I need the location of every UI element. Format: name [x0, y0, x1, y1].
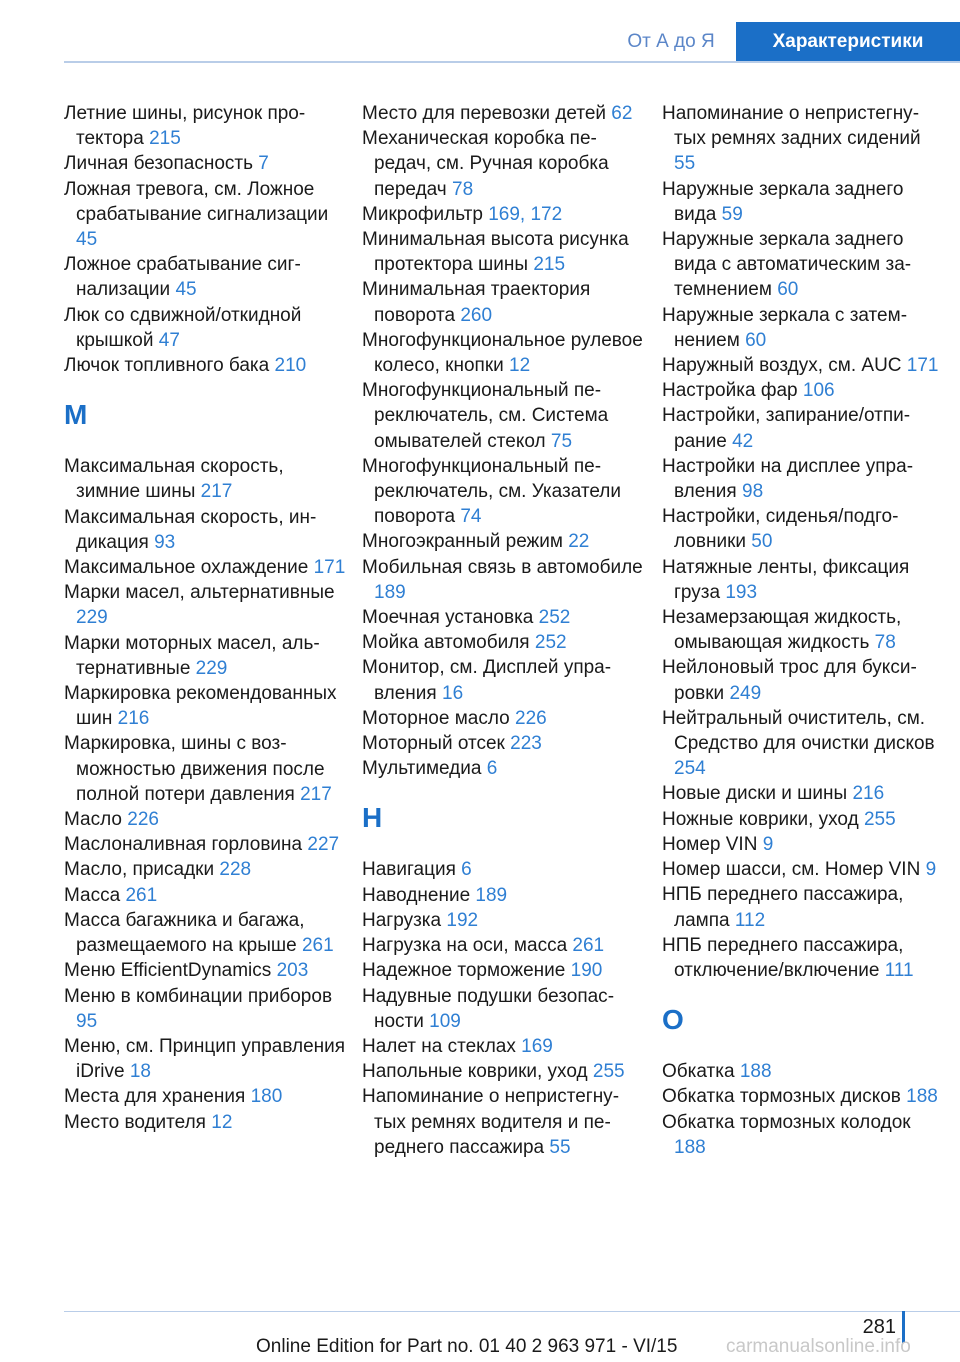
index-entry-page-link[interactable]: 169: [521, 1035, 553, 1057]
index-entry: [662, 857, 944, 882]
index-entry-page-link[interactable]: 252: [534, 632, 567, 654]
index-entry-page-link[interactable]: 249: [729, 682, 762, 704]
index-entry-term: Напольные коврики, уход: [362, 1061, 588, 1083]
index-entry: [64, 883, 346, 908]
index-entry-term: Настройки, сиденья/подголовники: [662, 506, 899, 553]
index-entry: [662, 933, 944, 983]
index-entry-term: Наружные зеркала заднего вида с автоматическим затемнением: [662, 229, 912, 301]
index-entry: [362, 529, 644, 554]
index-entry-term: Маркировка рекомендованных шин: [64, 683, 337, 730]
index-entry: [64, 984, 346, 1034]
index-entry-page-link[interactable]: 216: [117, 708, 150, 730]
index-entry: [362, 756, 644, 781]
index-entry: [362, 706, 644, 731]
index-entry-term: Максимальная скорость, индикация: [64, 506, 317, 553]
index-entry: [362, 908, 644, 933]
index-entry-term: НПБ переднего пассажира, лампа: [662, 884, 904, 931]
index-entry-term: Место для перевозки детей: [362, 103, 607, 124]
index-entry: [362, 454, 644, 530]
index-entry: [662, 101, 944, 177]
index-entry-page-link[interactable]: 45: [76, 229, 98, 251]
index-entry: [662, 807, 944, 832]
index-entry: [362, 126, 644, 202]
index-entry-page-link[interactable]: 228: [219, 859, 252, 881]
index-entry-term: Механическая коробка передач, см. Ручная коробка передач: [362, 128, 609, 200]
index-entry-page-link[interactable]: 189: [374, 581, 406, 603]
index-entry: [662, 655, 944, 705]
index-entry: [662, 1084, 944, 1109]
index-entry-page-link[interactable]: 229: [195, 657, 228, 679]
index-entry: [362, 883, 644, 908]
index-entry-term: Номер VIN: [662, 833, 758, 855]
index-entry-page-link[interactable]: 78: [452, 178, 474, 200]
edition-line: Online Edition for Part no. 01 40 2 963 971 - VI/15: [256, 1336, 678, 1357]
page-number: 281: [862, 1316, 896, 1338]
index-entry: [362, 605, 644, 630]
index-entry-term: Меню в комбинации приборов: [64, 985, 333, 1007]
index-entry-term: Нейлоновый трос для буксировки: [662, 657, 917, 704]
index-entry: [362, 1059, 644, 1084]
index-entry: [64, 252, 346, 302]
index-entry-page-link[interactable]: 171: [906, 355, 939, 377]
index-entry: [662, 555, 944, 605]
index-entry-term: Мультимедиа: [362, 758, 482, 780]
index-entry-page-link[interactable]: 188: [674, 1136, 706, 1158]
index-entry-page-link[interactable]: 215: [533, 254, 566, 276]
index-entry-term: Моторное масло: [362, 707, 510, 729]
index-entry-page-link[interactable]: 216: [852, 783, 885, 805]
index-entry: [64, 857, 346, 882]
index-entry-page-link[interactable]: 22: [568, 531, 590, 553]
index-entry-term: Навигация: [362, 859, 456, 881]
index-entry-page-link[interactable]: 192: [446, 909, 479, 931]
index-entry: [64, 908, 346, 958]
index-entry-page-link[interactable]: 16: [442, 682, 464, 704]
index-entry-page-link[interactable]: 42: [732, 430, 754, 452]
index-entry-page-link[interactable]: 210: [274, 355, 307, 377]
index-entry: [662, 353, 944, 378]
index-entry-term: Незамерзающая жидкость, омывающая жидкость: [662, 607, 902, 654]
index-column-2: [362, 101, 644, 1160]
index-entry: [64, 177, 346, 253]
index-entry: [362, 630, 644, 655]
index-entry: [362, 555, 644, 605]
index-entry: [362, 958, 644, 983]
index-entry: [64, 631, 346, 681]
index-entry-term: Микрофильтр: [362, 203, 483, 225]
index-entry: [662, 303, 944, 353]
index-entry-term: Многофункциональное рулевое колесо, кнопки: [362, 329, 643, 377]
index-entry-page-link[interactable]: 60: [745, 329, 767, 351]
index-entry-page-link[interactable]: 255: [592, 1061, 625, 1083]
index-entry: [662, 605, 944, 655]
index-entry: [662, 177, 944, 227]
index-entry: [362, 1034, 644, 1059]
index-entry: [64, 505, 346, 555]
index-entry-page-link[interactable]: 255: [863, 808, 896, 830]
index-entry-page-link[interactable]: 55: [549, 1136, 571, 1158]
index-entry-term: Настройки, запирание/отпирание: [662, 405, 911, 452]
index-entry-page-link[interactable]: 226: [515, 707, 547, 729]
index-entry-page-link[interactable]: 226: [127, 809, 159, 831]
index-entry: [662, 227, 944, 303]
index-entry-page-link[interactable]: 78: [874, 632, 896, 654]
index-entry-page-link[interactable]: 95: [76, 1010, 98, 1032]
index-entry-page-link[interactable]: 47: [158, 329, 180, 351]
index-entry-term: Максимальная скорость, зимние шины: [64, 456, 284, 503]
index-entry-term: Наружный воздух, см. AUC: [662, 355, 902, 377]
index-entry-page-link[interactable]: 203: [276, 960, 309, 982]
index-entry: [662, 504, 944, 554]
section-tab-a-to-z: От А до Я: [627, 31, 715, 52]
index-entry-term: Напоминание о непристегнутых ремнях водителя и переднего пассажира: [362, 1086, 620, 1158]
index-entry-page-link[interactable]: 261: [125, 884, 158, 906]
index-entry-page-link[interactable]: 261: [572, 935, 605, 957]
index-entry: [362, 655, 644, 705]
index-entry-term: Моторный отсек: [362, 733, 505, 755]
index-entry-page-link[interactable]: 112: [734, 909, 766, 931]
index-entry: [64, 101, 346, 151]
index-entry-page-link[interactable]: 7: [258, 153, 269, 175]
index-entry-page-link[interactable]: 193: [725, 581, 758, 603]
index-letter-heading: О: [662, 1004, 684, 1036]
index-entry-page-link[interactable]: 215: [149, 128, 181, 150]
header-divider: [64, 61, 960, 63]
index-entry-page-link[interactable]: 189: [475, 884, 508, 906]
index-entry-term: Лючок топливного бака: [64, 355, 270, 377]
index-entry-page-link[interactable]: 55: [674, 153, 696, 175]
index-entry-term: Масса багажника и багажа, размещаемого на крыше: [64, 909, 305, 957]
watermark: carmanualsonline.info: [726, 1336, 911, 1357]
index-entry-term: Наводнение: [362, 884, 471, 906]
index-entry: [64, 731, 346, 807]
index-entry: [362, 202, 644, 227]
index-entry: [362, 933, 644, 958]
index-entry-page-link[interactable]: 106: [802, 380, 835, 402]
index-entry-term: Нагрузка на оси, масса: [362, 935, 568, 957]
index-entry-page-link[interactable]: 62: [611, 103, 633, 124]
index-entry: [662, 454, 944, 504]
index-column-3: [662, 101, 944, 1160]
index-entry-term: Маслоналивная горловина: [64, 834, 303, 856]
index-entry-page-link[interactable]: 93: [154, 531, 176, 553]
index-entry-term: Максимальное охлаждение: [64, 557, 309, 579]
index-entry: [64, 555, 346, 580]
index-entry: [362, 227, 644, 277]
index-entry: [64, 353, 346, 378]
index-entry-page-link[interactable]: 227: [307, 834, 340, 856]
index-entry-page-link[interactable]: 252: [538, 607, 571, 629]
index-entry-page-link[interactable]: 188: [906, 1086, 938, 1108]
index-entry-page-link[interactable]: 217: [200, 481, 233, 503]
index-entry-page-link[interactable]: 111: [884, 959, 914, 981]
index-entry-term: Надувные подушки безопасности: [362, 985, 615, 1032]
index-entry-term: Напоминание о непристегнутых ремнях задних сидений: [662, 103, 921, 150]
index-entry-term: Мойка автомобиля: [362, 632, 530, 654]
index-entry-page-link[interactable]: 180: [250, 1086, 283, 1108]
index-entry-term: Меню, см. Принцип управления iDrive: [64, 1035, 346, 1083]
section-tab-specifications: Характеристики: [736, 22, 960, 62]
index-entry-term: Ложное срабатывание сигнализации: [64, 254, 301, 301]
index-entry-term: Моечная установка: [362, 607, 534, 629]
index-entry-page-link[interactable]: 223: [510, 733, 542, 755]
index-entry-page-link[interactable]: 6: [461, 859, 472, 881]
index-entry-term: Летние шины, рисунок протектора: [64, 103, 306, 150]
index-entry-term: Марки масел, альтернативные: [64, 582, 335, 604]
index-entry-term: Наружные зеркала с затемнением: [662, 304, 908, 351]
index-entry-term: Обкатка: [662, 1061, 735, 1083]
index-entry-term: Люк со сдвижной/откидной крышкой: [64, 304, 302, 351]
index-entry: [64, 832, 346, 857]
index-entry: [64, 958, 346, 983]
index-entry-term: Надежное торможение: [362, 960, 566, 982]
index-entry-page-link[interactable]: 109: [429, 1010, 461, 1032]
index-entry-term: Налет на стеклах: [362, 1035, 516, 1057]
index-entry-term: Личная безопасность: [64, 153, 254, 175]
index-entry-term: Минимальная высота рисунка протектора шины: [362, 229, 629, 276]
index-entry-page-link[interactable]: 9: [762, 833, 774, 855]
index-entry: [64, 454, 346, 504]
index-entry: [362, 857, 644, 882]
index-entry-term: Мобильная связь в автомобиле: [362, 556, 643, 578]
index-entry-term: Ложная тревога, см. Ложное срабатывание сигнализации: [64, 178, 329, 225]
index-entry-page-link[interactable]: 12: [509, 355, 531, 377]
index-entry: [362, 378, 644, 454]
index-entry-term: Наружные зеркала заднего вида: [662, 178, 904, 225]
index-entry-page-link[interactable]: 171: [313, 557, 346, 579]
index-letter-heading: М: [64, 399, 88, 431]
index-entry-term: Минимальная траектория поворота: [362, 279, 591, 326]
index-entry: [64, 681, 346, 731]
index-entry: [662, 832, 944, 857]
index-column-1: [64, 101, 346, 1135]
index-entry: [662, 1059, 944, 1084]
index-entry-term: Место водителя: [64, 1111, 206, 1133]
index-entry: [362, 277, 644, 327]
index-entry: [362, 731, 644, 756]
index-entry-page-link[interactable]: 75: [550, 430, 573, 452]
index-entry-term: Многоэкранный режим: [362, 531, 563, 553]
index-entry: [662, 1110, 944, 1160]
index-entry: [362, 1084, 644, 1160]
index-entry-term: Марки моторных масел, альтернативные: [64, 632, 320, 679]
index-entry: [662, 882, 944, 932]
index-entry-page-link[interactable]: 217: [300, 783, 332, 805]
index-entry: [64, 580, 346, 630]
index-entry-term: Нейтральный очиститель, см. Средство для очистки дисков: [662, 707, 935, 755]
index-entry-page-link[interactable]: 229: [76, 607, 108, 629]
index-entry-term: НПБ переднего пассажира, отключение/включение: [662, 934, 904, 981]
index-entry: [362, 328, 644, 378]
index-entry-page-link[interactable]: 261: [301, 935, 334, 957]
index-entry-page-link[interactable]: 45: [175, 279, 197, 301]
index-entry: [362, 101, 644, 126]
index-entry: [64, 303, 346, 353]
index-entry-term: Многофункциональный переключатель, см. Указатели поворота: [362, 455, 621, 528]
index-entry-page-link[interactable]: 18: [129, 1061, 151, 1083]
index-entry-term: Обкатка тормозных дисков: [662, 1086, 901, 1108]
index-entry: [662, 403, 944, 453]
index-entry-page-link[interactable]: 254: [674, 758, 706, 780]
index-entry-page-link[interactable]: 59: [721, 203, 743, 225]
index-entry-page-link[interactable]: 6: [486, 758, 498, 780]
index-entry-page-link[interactable]: 9: [925, 859, 937, 881]
index-entry-term: Маркировка, шины с возможностью движения после полной потери давления: [64, 733, 325, 805]
index-entry-page-link[interactable]: 188: [739, 1061, 772, 1083]
index-entry-page-link[interactable]: 260: [460, 304, 493, 326]
index-entry-term: Многофункциональный переключатель, см. Система омывателей стекол: [362, 380, 609, 452]
index-entry-term: Номер шасси, см. Номер VIN: [662, 859, 921, 881]
index-entry-term: Натяжные ленты, фиксация груза: [662, 556, 910, 603]
index-entry: [64, 807, 346, 832]
index-entry-term: Меню EfficientDynamics: [64, 960, 272, 982]
index-entry-page-link[interactable]: 60: [777, 279, 799, 301]
index-entry-page-link[interactable]: 190: [570, 960, 603, 982]
index-entry: [64, 151, 346, 176]
index-entry-page-link[interactable]: 98: [742, 481, 764, 503]
index-entry: [362, 984, 644, 1034]
index-entry-term: Настройка фар: [662, 380, 798, 402]
index-entry-term: Нагрузка: [362, 909, 442, 931]
index-entry-term: Масса: [64, 884, 121, 906]
index-entry-term: Места для хранения: [64, 1086, 246, 1108]
index-entry-term: Масло, присадки: [64, 859, 215, 881]
index-entry-term: Обкатка тормозных колодок: [662, 1111, 911, 1133]
index-entry: [64, 1110, 346, 1135]
index-entry-term: Настройки на дисплее управления: [662, 455, 914, 503]
index-entry-page-link[interactable]: 74: [460, 506, 482, 528]
index-entry-page-link[interactable]: 50: [751, 531, 773, 553]
index-letter-heading: Н: [362, 802, 383, 834]
index-entry: [662, 706, 944, 782]
index-entry: [662, 781, 944, 806]
index-entry-page-link[interactable]: 169, 172: [488, 203, 563, 225]
index-entry: [64, 1084, 346, 1109]
index-entry-term: Монитор, см. Дисплей управления: [362, 657, 612, 704]
index-entry-page-link[interactable]: 12: [211, 1111, 233, 1133]
index-entry-term: Ножные коврики, уход: [662, 808, 859, 830]
index-entry: [64, 1034, 346, 1084]
index-entry-term: Масло: [64, 809, 122, 831]
footer-divider: [64, 1311, 960, 1312]
index-entry: [662, 378, 944, 403]
index-entry-term: Новые диски и шины: [662, 783, 848, 805]
